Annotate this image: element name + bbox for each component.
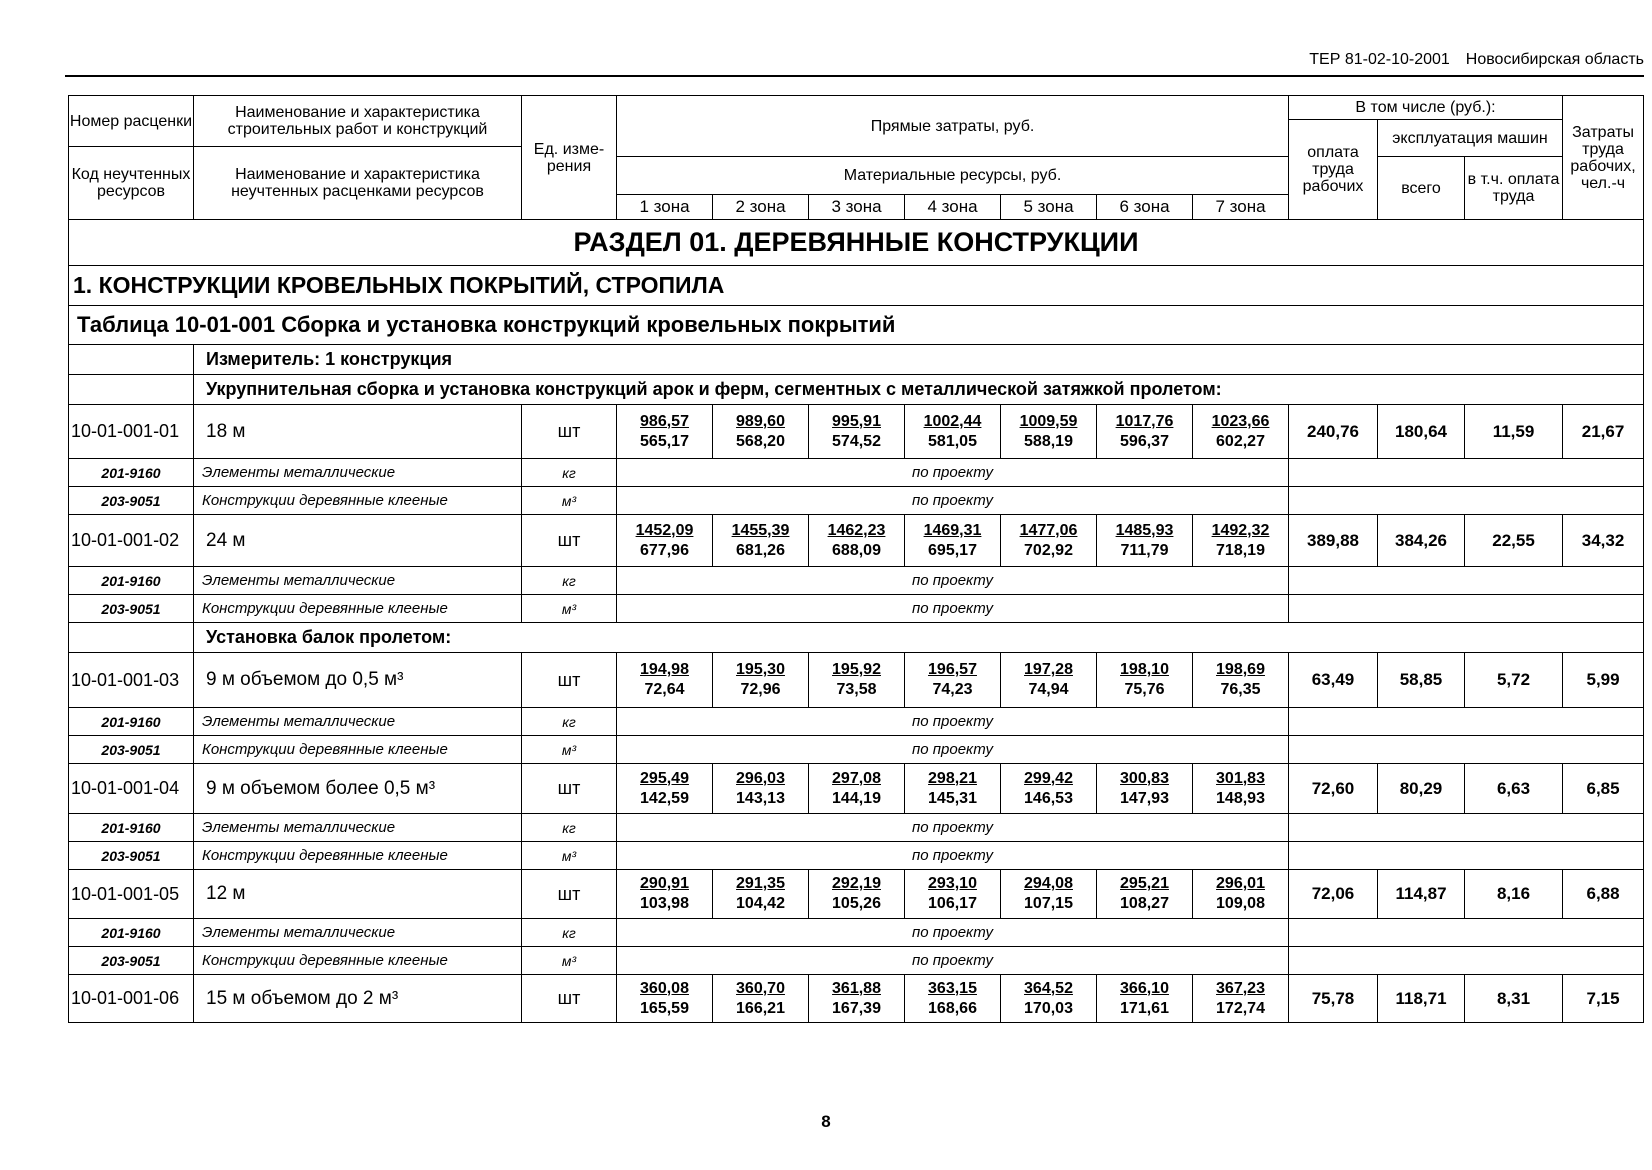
resource-name: Конструкции деревянные клееные — [194, 842, 522, 870]
material-cost-value: 568,20 — [736, 432, 785, 450]
empty-cell — [69, 623, 194, 653]
resource-value: по проекту — [617, 736, 1289, 764]
resource-empty — [1289, 736, 1644, 764]
zone-value-cell — [1193, 515, 1289, 567]
resource-name: Конструкции деревянные клееные — [194, 487, 522, 515]
zone-value-cell — [1193, 653, 1289, 708]
material-cost-value: 677,96 — [640, 541, 689, 559]
machines-pay-value: 8,31 — [1465, 975, 1563, 1023]
direct-cost-value: 986,57 — [640, 412, 689, 430]
direct-cost-value: 989,60 — [736, 412, 785, 430]
price-row — [69, 975, 1644, 1023]
row-unit: шт — [522, 870, 617, 919]
resource-empty — [1289, 842, 1644, 870]
material-cost-value: 688,09 — [832, 541, 881, 559]
resource-empty — [1289, 487, 1644, 515]
resource-value: по проекту — [617, 919, 1289, 947]
zone-value-cell — [617, 515, 713, 567]
resource-row — [69, 459, 1644, 487]
resource-row — [69, 567, 1644, 595]
machines-value: 180,64 — [1378, 405, 1465, 459]
col-total-header: всего — [1378, 157, 1465, 220]
zone-value-cell — [1193, 764, 1289, 814]
resource-unit: кг — [522, 919, 617, 947]
zone-header-5: 5 зона — [1001, 195, 1097, 220]
material-cost-value: 596,37 — [1120, 432, 1169, 450]
labor-hours-value: 6,85 — [1563, 764, 1644, 814]
col-code-header: Код неучтенных ресурсов — [69, 147, 194, 220]
col-number-header: Номер расценки — [69, 96, 194, 147]
resource-code: 201-9160 — [69, 459, 194, 487]
labor-pay-value: 389,88 — [1289, 515, 1378, 567]
zone-header-1: 1 зона — [617, 195, 713, 220]
zone-value-cell — [713, 870, 809, 919]
labor-pay-value: 63,49 — [1289, 653, 1378, 708]
row-code: 10-01-001-02 — [69, 515, 194, 567]
resource-code: 201-9160 — [69, 567, 194, 595]
resource-code: 203-9051 — [69, 842, 194, 870]
machines-pay-value: 5,72 — [1465, 653, 1563, 708]
resource-unit: м³ — [522, 736, 617, 764]
material-cost-value: 147,93 — [1120, 789, 1169, 807]
direct-cost-value: 1477,06 — [1019, 521, 1078, 539]
machines-pay-value: 6,63 — [1465, 764, 1563, 814]
labor-hours-value: 34,32 — [1563, 515, 1644, 567]
row-name: 12 м — [194, 870, 522, 919]
group-heading-arches: Укрупнительная сборка и установка конструкций арок и ферм, сегментных с металлической затяжкой пролетом: — [194, 375, 1644, 405]
resource-value: по проекту — [617, 947, 1289, 975]
material-cost-value: 146,53 — [1024, 789, 1073, 807]
empty-cell — [69, 345, 194, 375]
col-unit-header: Ед. изме-рения — [522, 96, 617, 220]
material-cost-value: 108,27 — [1120, 895, 1169, 912]
direct-cost-value: 292,19 — [832, 875, 881, 892]
row-code: 10-01-001-01 — [69, 405, 194, 459]
zone-header-7: 7 зона — [1193, 195, 1289, 220]
zone-header-6: 6 зона — [1097, 195, 1193, 220]
resource-value: по проекту — [617, 708, 1289, 736]
resource-code: 201-9160 — [69, 919, 194, 947]
direct-cost-value: 301,83 — [1216, 769, 1265, 787]
labor-hours-value: 5,99 — [1563, 653, 1644, 708]
resource-row — [69, 708, 1644, 736]
zone-value-cell — [1001, 975, 1097, 1023]
price-row — [69, 764, 1644, 814]
machines-pay-value: 8,16 — [1465, 870, 1563, 919]
col-machine-use-header: эксплуатация машин — [1378, 120, 1563, 157]
resource-value: по проекту — [617, 595, 1289, 623]
direct-cost-value: 1485,93 — [1115, 521, 1174, 539]
row-unit: шт — [522, 764, 617, 814]
zone-value-cell — [809, 764, 905, 814]
resource-empty — [1289, 947, 1644, 975]
row-unit: шт — [522, 405, 617, 459]
material-cost-value: 588,19 — [1024, 432, 1073, 450]
direct-cost-value: 298,21 — [928, 769, 977, 787]
region-name: Новосибирская область — [1465, 51, 1644, 68]
doc-code: ТЕР 81-02-10-2001 — [1309, 51, 1450, 68]
material-cost-value: 76,35 — [1220, 681, 1261, 698]
col-labor-cost-header: Затраты труда рабочих, чел.-ч — [1563, 96, 1644, 220]
resource-row — [69, 487, 1644, 515]
price-row — [69, 653, 1644, 708]
zone-value-cell — [1097, 870, 1193, 919]
material-cost-value: 73,58 — [836, 681, 877, 698]
resource-unit: м³ — [522, 487, 617, 515]
zone-value-cell — [1097, 405, 1193, 459]
resource-row — [69, 842, 1644, 870]
resource-unit: м³ — [522, 947, 617, 975]
direct-cost-value: 1002,44 — [923, 412, 982, 430]
material-cost-value: 145,31 — [928, 789, 977, 807]
direct-cost-value: 296,03 — [736, 769, 785, 787]
resource-name: Элементы металлические — [194, 919, 522, 947]
labor-hours-value: 21,67 — [1563, 405, 1644, 459]
direct-cost-value: 299,42 — [1024, 769, 1073, 787]
direct-cost-value: 1009,59 — [1019, 412, 1078, 430]
material-cost-value: 602,27 — [1216, 432, 1265, 450]
subsection-title: 1. КОНСТРУКЦИИ КРОВЕЛЬНЫХ ПОКРЫТИЙ, СТРОПИЛА — [69, 266, 1644, 306]
row-name: 9 м объемом до 0,5 м³ — [194, 653, 522, 708]
machines-value: 80,29 — [1378, 764, 1465, 814]
direct-cost-value: 1455,39 — [731, 521, 790, 539]
resource-value: по проекту — [617, 567, 1289, 595]
zone-value-cell — [905, 764, 1001, 814]
material-cost-value: 581,05 — [928, 432, 977, 450]
row-name: 24 м — [194, 515, 522, 567]
col-name-header: Наименование и характеристика строительных работ и конструкций — [194, 96, 522, 147]
material-cost-value: 107,15 — [1024, 895, 1073, 912]
direct-cost-value: 364,52 — [1024, 979, 1073, 997]
zone-header-2: 2 зона — [713, 195, 809, 220]
zone-value-cell — [1097, 653, 1193, 708]
zone-value-cell — [1193, 870, 1289, 919]
labor-pay-value: 75,78 — [1289, 975, 1378, 1023]
zone-value-cell — [1097, 515, 1193, 567]
zone-value-cell — [713, 405, 809, 459]
material-cost-value: 171,61 — [1120, 999, 1169, 1017]
zone-value-cell — [713, 975, 809, 1023]
material-cost-value: 718,19 — [1216, 541, 1265, 559]
resource-name: Конструкции деревянные клееные — [194, 736, 522, 764]
zone-value-cell — [713, 515, 809, 567]
material-cost-value: 72,64 — [644, 681, 685, 698]
direct-cost-value: 198,69 — [1216, 661, 1265, 678]
resource-empty — [1289, 567, 1644, 595]
labor-hours-value: 6,88 — [1563, 870, 1644, 919]
row-name: 9 м объемом более 0,5 м³ — [194, 764, 522, 814]
direct-cost-value: 363,15 — [928, 979, 977, 997]
price-table — [68, 95, 1644, 1023]
resource-empty — [1289, 708, 1644, 736]
row-unit: шт — [522, 975, 617, 1023]
resource-name: Конструкции деревянные клееные — [194, 947, 522, 975]
row-unit: шт — [522, 515, 617, 567]
zone-value-cell — [617, 975, 713, 1023]
resource-value: по проекту — [617, 487, 1289, 515]
table-title: Таблица 10-01-001 Сборка и установка конструкций кровельных покрытий — [69, 306, 1644, 345]
resource-code: 203-9051 — [69, 487, 194, 515]
direct-cost-value: 367,23 — [1216, 979, 1265, 997]
direct-cost-value: 361,88 — [832, 979, 881, 997]
labor-hours-value: 7,15 — [1563, 975, 1644, 1023]
material-cost-value: 105,26 — [832, 895, 881, 912]
price-row — [69, 870, 1644, 919]
resource-empty — [1289, 595, 1644, 623]
material-cost-value: 74,23 — [932, 681, 973, 698]
header-rule — [65, 75, 1644, 77]
page-number: 8 — [821, 1112, 831, 1131]
material-cost-value: 148,93 — [1216, 789, 1265, 807]
resource-value: по проекту — [617, 459, 1289, 487]
material-cost-value: 574,52 — [832, 432, 881, 450]
resource-name: Элементы металлические — [194, 567, 522, 595]
direct-cost-value: 297,08 — [832, 769, 881, 787]
resource-empty — [1289, 459, 1644, 487]
row-name: 18 м — [194, 405, 522, 459]
direct-cost-value: 195,30 — [736, 661, 785, 678]
zone-value-cell — [1193, 975, 1289, 1023]
direct-cost-value: 290,91 — [640, 875, 689, 892]
resource-empty — [1289, 814, 1644, 842]
resource-code: 201-9160 — [69, 708, 194, 736]
labor-pay-value: 72,06 — [1289, 870, 1378, 919]
material-cost-value: 170,03 — [1024, 999, 1073, 1017]
zone-value-cell — [905, 405, 1001, 459]
direct-cost-value: 197,28 — [1024, 661, 1073, 678]
resource-row — [69, 595, 1644, 623]
material-cost-value: 104,42 — [736, 895, 785, 912]
material-cost-value: 103,98 — [640, 895, 689, 912]
zone-value-cell — [905, 653, 1001, 708]
resource-row — [69, 947, 1644, 975]
zone-value-cell — [617, 653, 713, 708]
resource-code: 201-9160 — [69, 814, 194, 842]
direct-cost-value: 300,83 — [1120, 769, 1169, 787]
row-name: 15 м объемом до 2 м³ — [194, 975, 522, 1023]
zone-value-cell — [1001, 515, 1097, 567]
material-cost-value: 167,39 — [832, 999, 881, 1017]
resource-value: по проекту — [617, 814, 1289, 842]
material-cost-value: 681,26 — [736, 541, 785, 559]
row-code: 10-01-001-03 — [69, 653, 194, 708]
machines-pay-value: 11,59 — [1465, 405, 1563, 459]
resource-empty — [1289, 919, 1644, 947]
direct-cost-value: 1462,23 — [827, 521, 886, 539]
material-cost-value: 165,59 — [640, 999, 689, 1017]
resource-unit: кг — [522, 567, 617, 595]
direct-cost-value: 295,49 — [640, 769, 689, 787]
resource-row — [69, 814, 1644, 842]
direct-cost-value: 1023,66 — [1211, 412, 1270, 430]
material-cost-value: 144,19 — [832, 789, 881, 807]
measure-label: Измеритель: 1 конструкция — [194, 345, 1644, 375]
zone-value-cell — [809, 515, 905, 567]
resource-code: 203-9051 — [69, 947, 194, 975]
direct-cost-value: 291,35 — [736, 875, 785, 892]
direct-cost-value: 1452,09 — [635, 521, 694, 539]
zone-value-cell — [1001, 764, 1097, 814]
direct-cost-value: 198,10 — [1120, 661, 1169, 678]
direct-cost-value: 195,92 — [832, 661, 881, 678]
zone-value-cell — [809, 405, 905, 459]
price-row — [69, 405, 1644, 459]
resource-name: Конструкции деревянные клееные — [194, 595, 522, 623]
material-cost-value: 702,92 — [1024, 541, 1073, 559]
row-code: 10-01-001-06 — [69, 975, 194, 1023]
zone-value-cell — [713, 653, 809, 708]
zone-value-cell — [1097, 764, 1193, 814]
section-title: РАЗДЕЛ 01. ДЕРЕВЯННЫЕ КОНСТРУКЦИИ — [69, 220, 1644, 266]
resource-name: Элементы металлические — [194, 459, 522, 487]
col-res-name-header: Наименование и характеристика неучтенных расценками ресурсов — [194, 147, 522, 220]
zone-value-cell — [809, 870, 905, 919]
resource-unit: кг — [522, 814, 617, 842]
resource-value: по проекту — [617, 842, 1289, 870]
direct-cost-value: 296,01 — [1216, 875, 1265, 892]
zone-value-cell — [617, 870, 713, 919]
material-cost-value: 565,17 — [640, 432, 689, 450]
material-cost-value: 142,59 — [640, 789, 689, 807]
direct-cost-value: 360,08 — [640, 979, 689, 997]
material-cost-value: 109,08 — [1216, 895, 1265, 912]
resource-unit: м³ — [522, 595, 617, 623]
direct-cost-value: 196,57 — [928, 661, 977, 678]
material-cost-value: 74,94 — [1028, 681, 1069, 698]
direct-cost-value: 366,10 — [1120, 979, 1169, 997]
material-cost-value: 72,96 — [740, 681, 781, 698]
labor-pay-value: 72,60 — [1289, 764, 1378, 814]
zone-value-cell — [617, 764, 713, 814]
direct-cost-value: 360,70 — [736, 979, 785, 997]
material-cost-value: 75,76 — [1124, 681, 1165, 698]
group-heading-beams: Установка балок пролетом: — [194, 623, 1644, 653]
material-cost-value: 166,21 — [736, 999, 785, 1017]
col-materials-header: Материальные ресурсы, руб. — [617, 157, 1289, 195]
resource-row — [69, 919, 1644, 947]
direct-cost-value: 293,10 — [928, 875, 977, 892]
material-cost-value: 168,66 — [928, 999, 977, 1017]
zone-value-cell — [905, 515, 1001, 567]
direct-cost-value: 294,08 — [1024, 875, 1073, 892]
zone-value-cell — [1001, 870, 1097, 919]
machines-value: 114,87 — [1378, 870, 1465, 919]
zone-header-3: 3 зона — [809, 195, 905, 220]
material-cost-value: 106,17 — [928, 895, 977, 912]
zone-value-cell — [905, 870, 1001, 919]
resource-row — [69, 736, 1644, 764]
col-incl-pay-header: в т.ч. оплата труда — [1465, 157, 1563, 220]
direct-cost-value: 295,21 — [1120, 875, 1169, 892]
resource-code: 203-9051 — [69, 595, 194, 623]
direct-cost-value: 1017,76 — [1115, 412, 1174, 430]
direct-cost-value: 1492,32 — [1211, 521, 1270, 539]
material-cost-value: 711,79 — [1120, 541, 1169, 559]
price-row — [69, 515, 1644, 567]
empty-cell — [69, 375, 194, 405]
resource-unit: кг — [522, 459, 617, 487]
labor-pay-value: 240,76 — [1289, 405, 1378, 459]
zone-value-cell — [809, 653, 905, 708]
row-code: 10-01-001-04 — [69, 764, 194, 814]
zone-value-cell — [809, 975, 905, 1023]
resource-name: Элементы металлические — [194, 708, 522, 736]
machines-value: 384,26 — [1378, 515, 1465, 567]
resource-name: Элементы металлические — [194, 814, 522, 842]
material-cost-value: 695,17 — [928, 541, 977, 559]
direct-cost-value: 194,98 — [640, 661, 689, 678]
direct-cost-value: 1469,31 — [923, 521, 982, 539]
zone-value-cell — [1097, 975, 1193, 1023]
group-row — [69, 623, 1644, 653]
material-cost-value: 143,13 — [736, 789, 785, 807]
resource-unit: кг — [522, 708, 617, 736]
row-code: 10-01-001-05 — [69, 870, 194, 919]
resource-code: 203-9051 — [69, 736, 194, 764]
running-header — [1293, 51, 1644, 69]
direct-cost-value: 995,91 — [832, 412, 881, 430]
resource-unit: м³ — [522, 842, 617, 870]
col-direct-costs-header: Прямые затраты, руб. — [617, 96, 1289, 157]
zone-value-cell — [1193, 405, 1289, 459]
machines-pay-value: 22,55 — [1465, 515, 1563, 567]
zone-value-cell — [1001, 405, 1097, 459]
machines-value: 118,71 — [1378, 975, 1465, 1023]
zone-value-cell — [713, 764, 809, 814]
zone-value-cell — [1001, 653, 1097, 708]
material-cost-value: 172,74 — [1216, 999, 1265, 1017]
row-unit: шт — [522, 653, 617, 708]
zone-header-4: 4 зона — [905, 195, 1001, 220]
zone-value-cell — [905, 975, 1001, 1023]
machines-value: 58,85 — [1378, 653, 1465, 708]
zone-value-cell — [617, 405, 713, 459]
col-including-header: В том числе (руб.): — [1289, 96, 1563, 120]
col-labor-pay-header: оплата труда рабочих — [1289, 120, 1378, 220]
